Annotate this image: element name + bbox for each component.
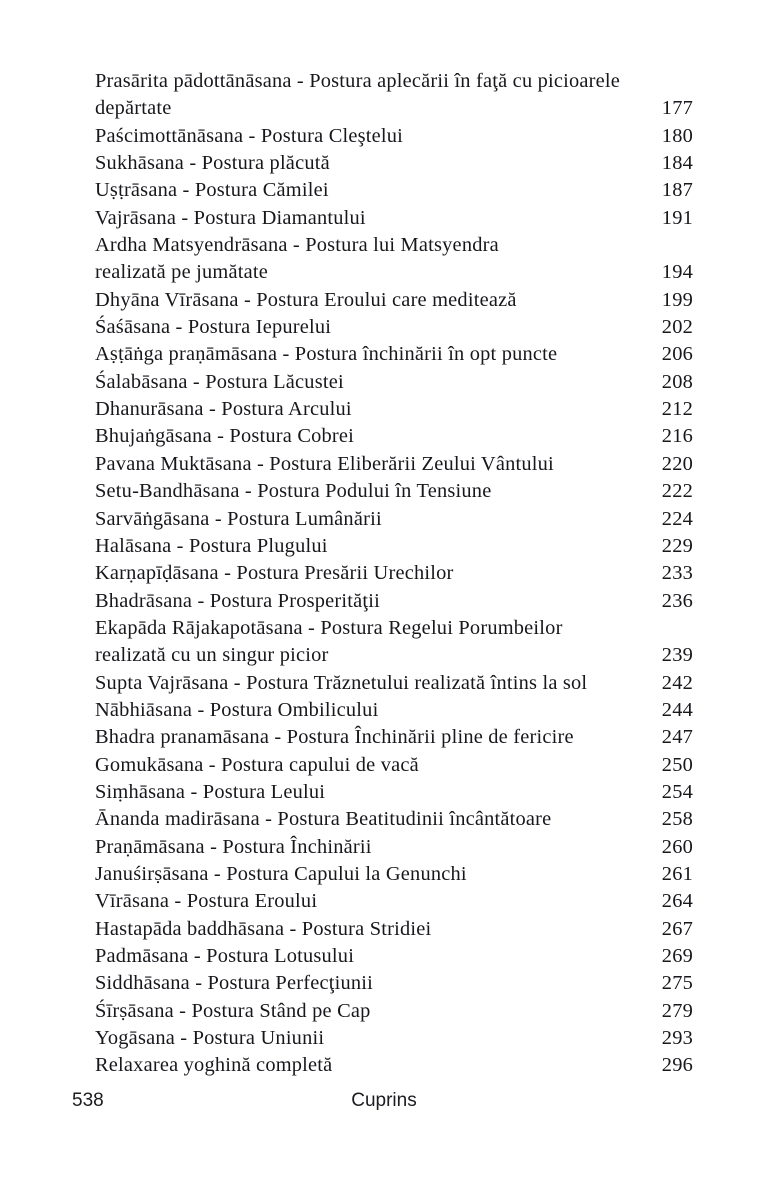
toc-entry-title: Bhujaṅgāsana - Postura Cobrei xyxy=(95,425,355,448)
toc-entry-page-number: 264 xyxy=(661,890,693,913)
toc-entry-title: Bhadra pranamāsana - Postura Închinării pline de fericire xyxy=(95,726,574,749)
toc-entry-title: Gomukāsana - Postura capului de vacă xyxy=(95,753,419,776)
toc-entry-page-number: 239 xyxy=(661,644,693,667)
toc-entry-title: Vajrāsana - Postura Diamantului xyxy=(95,206,366,229)
toc-entry-page-number: 206 xyxy=(661,343,693,366)
toc-entry-page-number: 202 xyxy=(661,316,693,339)
toc-entry-page-number: 293 xyxy=(661,1027,693,1050)
toc-entry-page-number: 296 xyxy=(661,1054,693,1077)
toc-entry[interactable] xyxy=(95,314,693,341)
toc-entry-page-number: 247 xyxy=(661,726,693,749)
toc-entry-title: Supta Vajrāsana - Postura Trăznetului realizată întins la sol xyxy=(95,671,588,694)
toc-entry-title: Uṣṭrāsana - Postura Cămilei xyxy=(95,179,329,202)
toc-entry-page-number: 269 xyxy=(661,945,693,967)
toc-entry[interactable] xyxy=(95,177,693,204)
toc-entry[interactable] xyxy=(95,423,693,450)
toc-entry-page-number: 258 xyxy=(661,808,693,831)
footer-section-title: Cuprins xyxy=(351,1090,417,1111)
toc-entry[interactable] xyxy=(95,916,693,943)
toc-entry[interactable] xyxy=(95,861,693,888)
toc-entry[interactable] xyxy=(95,341,693,368)
toc-entry-title: Relaxarea yoghină completă xyxy=(95,1054,333,1077)
toc-entry[interactable] xyxy=(95,724,693,751)
toc-entry-title: Karṇapīḍāsana - Postura Presării Urechilor xyxy=(95,562,454,585)
toc-entry-title-line2: realizată cu un singur picior xyxy=(95,644,329,667)
toc-entry[interactable] xyxy=(95,998,693,1025)
toc-entry[interactable] xyxy=(95,1025,693,1052)
toc-entry-title: Ānanda madirāsana - Postura Beatitudinii încântătoare xyxy=(95,808,552,831)
toc-entry-title: Hastapāda baddhāsana - Postura Stridiei xyxy=(95,917,432,940)
toc-entry[interactable] xyxy=(95,369,693,396)
toc-entry-page-number: 236 xyxy=(661,589,693,612)
toc-entry-title: Praṇāmāsana - Postura Închinării xyxy=(95,835,372,858)
toc-entry-page-number: 242 xyxy=(661,671,693,694)
toc-entry-page-number: 180 xyxy=(661,124,693,147)
toc-entry-page-number: 212 xyxy=(661,398,693,421)
toc-entry-title: Siṃhāsana - Postura Leului xyxy=(95,780,326,803)
toc-entry-title: Ardha Matsyendrāsana - Postura lui Matsyendra realizată pe jumătate xyxy=(95,232,655,287)
toc-entry-title: Nābhiāsana - Postura Ombilicului xyxy=(95,698,379,721)
toc-entry-page-number: 260 xyxy=(661,835,693,858)
toc-entry-title: Śīrṣāsana - Postura Stând pe Cap xyxy=(95,999,371,1022)
toc-entry-page-number: 191 xyxy=(661,206,693,229)
toc-entry-title: Ekapāda Rājakapotāsana - Postura Regelui Porumbeilor realizată cu un singur picior xyxy=(95,615,655,670)
toc-entry-title: Padmāsana - Postura Lotusului xyxy=(95,945,355,967)
toc-entry-title: Vīrāsana - Postura Eroului xyxy=(95,890,318,913)
toc-entry[interactable] xyxy=(95,560,693,587)
toc-entry-title: Januśirṣāsana - Postura Capului la Genunchi xyxy=(95,862,467,885)
toc-entry-title: Śaśāsana - Postura Iepurelui xyxy=(95,316,332,339)
table-of-contents xyxy=(95,68,693,1080)
toc-entry[interactable] xyxy=(95,834,693,861)
toc-entry-title: Yogāsana - Postura Uniunii xyxy=(95,1027,325,1050)
toc-entry[interactable] xyxy=(95,752,693,779)
toc-entry[interactable] xyxy=(95,396,693,423)
toc-entry-title: Aṣṭāṅga praṇāmāsana - Postura închinării în opt puncte xyxy=(95,343,558,366)
toc-entry-title-line2: depărtate xyxy=(95,97,172,120)
toc-entry-title: Pavana Muktāsana - Postura Eliberării Zeului Vântului xyxy=(95,452,554,475)
toc-entry[interactable] xyxy=(95,533,693,560)
toc-entry[interactable] xyxy=(95,451,693,478)
toc-entry-title: Dhyāna Vīrāsana - Postura Eroului care meditează xyxy=(95,288,517,311)
toc-entry[interactable] xyxy=(95,615,693,670)
toc-entry[interactable] xyxy=(95,123,693,150)
toc-entry-page-number: 220 xyxy=(661,452,693,475)
toc-entry-title: Śalabāsana - Postura Lăcustei xyxy=(95,370,344,393)
toc-entry[interactable] xyxy=(95,888,693,915)
toc-entry-page-number: 233 xyxy=(661,562,693,585)
toc-entry[interactable] xyxy=(95,478,693,505)
toc-entry-title: Bhadrāsana - Postura Prosperităţii xyxy=(95,589,380,612)
toc-entry-page-number: 208 xyxy=(661,370,693,393)
toc-entry-page-number: 216 xyxy=(661,425,693,448)
toc-entry-title: Setu-Bandhāsana - Postura Podului în Tensiune xyxy=(95,480,492,503)
toc-entry-title-line2: realizată pe jumătate xyxy=(95,261,268,284)
toc-entry-page-number: 244 xyxy=(661,698,693,721)
toc-entry-page-number: 224 xyxy=(661,507,693,530)
toc-entry[interactable] xyxy=(95,287,693,314)
toc-entry-page-number: 222 xyxy=(661,480,693,503)
toc-entry[interactable] xyxy=(95,970,693,997)
toc-entry[interactable] xyxy=(95,205,693,232)
toc-entry[interactable] xyxy=(95,806,693,833)
page-footer xyxy=(0,1090,768,1120)
toc-entry[interactable] xyxy=(95,588,693,615)
toc-entry-page-number: 261 xyxy=(661,862,693,885)
toc-entry-page-number: 279 xyxy=(661,999,693,1022)
toc-entry-page-number: 177 xyxy=(661,97,693,120)
toc-entry[interactable] xyxy=(95,1052,693,1079)
toc-entry-page-number: 199 xyxy=(661,288,693,311)
toc-entry-title: Siddhāsana - Postura Perfecţiunii xyxy=(95,972,373,995)
toc-entry[interactable] xyxy=(95,670,693,697)
toc-entry-page-number: 194 xyxy=(661,261,693,284)
toc-entry-title: Sarvāṅgāsana - Postura Lumânării xyxy=(95,507,382,530)
toc-entry-title: Prasārita pādottānāsana - Postura aplecării în faţă cu picioarele depărtate xyxy=(95,68,655,123)
toc-entry-page-number: 275 xyxy=(661,972,693,995)
toc-entry-page-number: 187 xyxy=(661,179,693,202)
toc-entry[interactable] xyxy=(95,697,693,724)
toc-entry[interactable] xyxy=(95,506,693,533)
toc-entry-title: Dhanurāsana - Postura Arcului xyxy=(95,398,352,421)
toc-entry[interactable] xyxy=(95,150,693,177)
footer-page-number: 538 xyxy=(72,1090,104,1111)
toc-entry[interactable] xyxy=(95,943,693,970)
toc-entry-page-number: 250 xyxy=(661,753,693,776)
toc-entry-title: Halāsana - Postura Plugului xyxy=(95,534,328,557)
toc-entry-page-number: 229 xyxy=(661,534,693,557)
toc-entry-title: Sukhāsana - Postura plăcută xyxy=(95,152,330,175)
toc-entry-page-number: 267 xyxy=(661,917,693,940)
toc-entry[interactable] xyxy=(95,68,693,123)
toc-entry-title: Paścimottānāsana - Postura Cleştelui xyxy=(95,124,404,147)
toc-entry[interactable] xyxy=(95,232,693,287)
toc-entry[interactable] xyxy=(95,779,693,806)
toc-entry-page-number: 254 xyxy=(661,780,693,803)
toc-entry-page-number: 184 xyxy=(661,152,693,175)
